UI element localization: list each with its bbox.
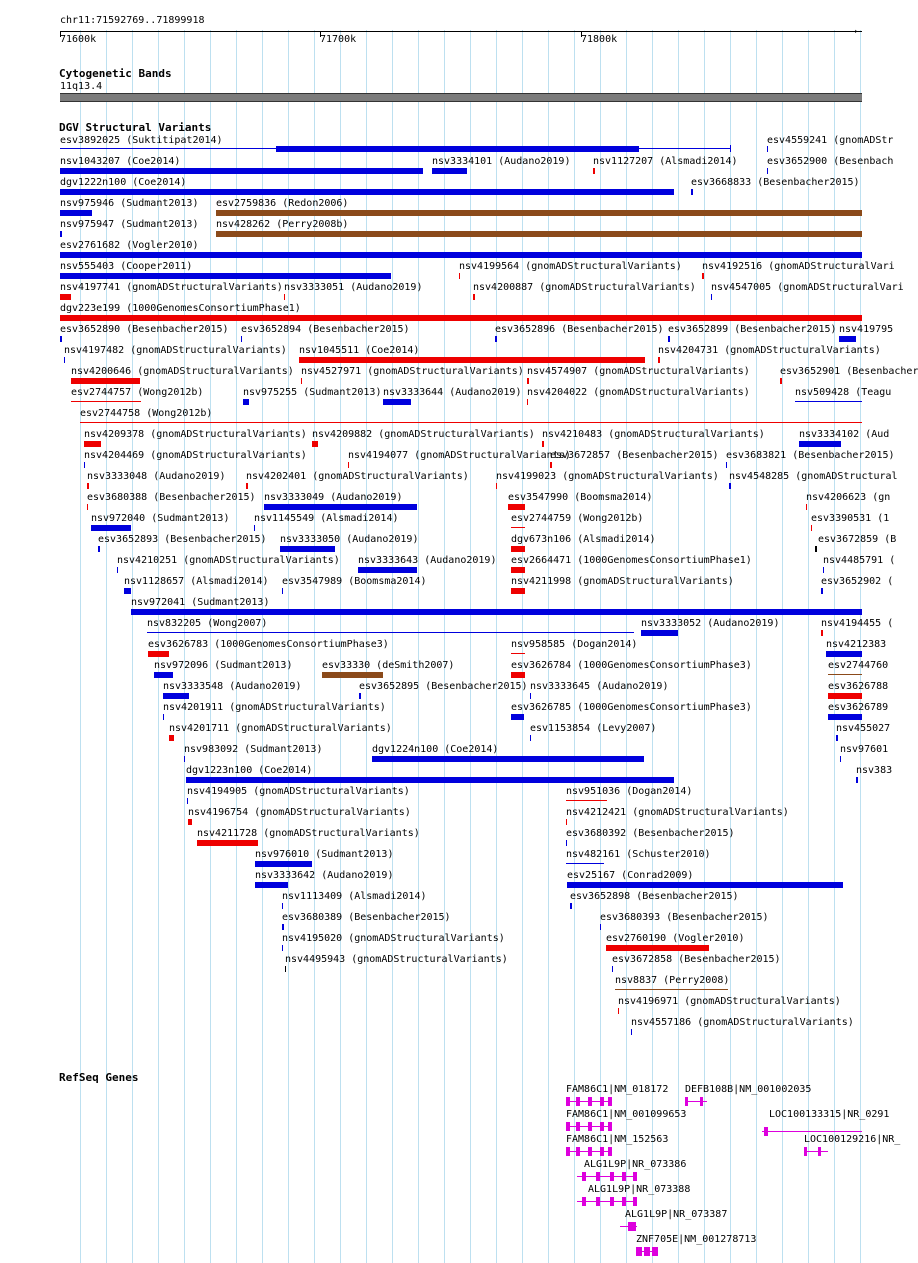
variant-label[interactable]: esv3652893 (Besenbacher2015) — [98, 534, 267, 545]
variant-label[interactable]: nsv4204022 (gnomADStructuralVariants) — [527, 387, 750, 398]
gene-intron-line[interactable] — [577, 1176, 637, 1177]
gene-exon[interactable] — [576, 1122, 580, 1131]
variant-label[interactable]: nsv4548285 (gnomADStructural — [729, 471, 898, 482]
variant-label[interactable]: nsv4202401 (gnomADStructuralVariants) — [246, 471, 469, 482]
gene-exon[interactable] — [566, 1147, 570, 1156]
variant-label[interactable]: nsv4211998 (gnomADStructuralVariants) — [511, 576, 734, 587]
variant-label[interactable]: nsv4192516 (gnomADStructuralVari — [702, 261, 895, 272]
variant-feature[interactable] — [372, 756, 644, 762]
variant-label[interactable]: nsv4211728 (gnomADStructuralVariants) — [197, 828, 420, 839]
variant-feature[interactable] — [600, 924, 601, 930]
gene-intron-line[interactable] — [577, 1201, 637, 1202]
variant-feature[interactable] — [702, 273, 704, 279]
variant-label[interactable]: esv3680389 (Besenbacher2015) — [282, 912, 451, 923]
variant-label[interactable]: nsv4201711 (gnomADStructuralVariants) — [169, 723, 392, 734]
variant-label[interactable]: nsv4200646 (gnomADStructuralVariants) — [71, 366, 294, 377]
variant-label[interactable]: esv3672857 (Besenbacher2015) — [550, 450, 719, 461]
variant-feature[interactable] — [280, 546, 335, 552]
variant-label[interactable]: esv3626785 (1000GenomesConsortiumPhase3) — [511, 702, 752, 713]
gene-label[interactable]: LOC100133315|NR_0291 — [769, 1109, 890, 1120]
variant-label[interactable]: nsv4209882 (gnomADStructuralVariants) — [312, 429, 535, 440]
variant-feature[interactable] — [60, 273, 391, 279]
variant-feature[interactable] — [641, 630, 678, 636]
variant-label[interactable]: nsv3333052 (Audano2019) — [641, 618, 780, 629]
variant-label[interactable]: nsv4194077 (gnomADStructuralVariants) — [348, 450, 571, 461]
variant-feature[interactable] — [98, 546, 100, 552]
variant-feature[interactable] — [730, 145, 731, 152]
variant-label[interactable]: nsv4195020 (gnomADStructuralVariants) — [282, 933, 505, 944]
variant-label[interactable]: esv3672858 (Besenbacher2015) — [612, 954, 781, 965]
variant-feature[interactable] — [473, 294, 475, 300]
cytoband-label: 11q13.4 — [60, 81, 103, 92]
variant-feature[interactable] — [60, 210, 92, 216]
gene-exon[interactable] — [610, 1197, 614, 1206]
variant-feature[interactable] — [566, 800, 607, 801]
variant-feature[interactable] — [811, 525, 812, 531]
variant-label[interactable]: nsv4194455 ( — [821, 618, 894, 629]
variant-label[interactable]: esv3652902 ( — [821, 576, 894, 587]
variant-feature[interactable] — [566, 819, 567, 825]
gene-exon[interactable] — [576, 1147, 580, 1156]
gene-label[interactable]: ALG1L9P|NR_073387 — [625, 1209, 728, 1220]
variant-label[interactable]: nsv3334101 (Audano2019) — [432, 156, 571, 167]
variant-feature[interactable] — [511, 567, 525, 573]
variant-feature[interactable] — [815, 546, 817, 552]
variant-label[interactable]: nsv455027 — [836, 723, 891, 734]
variant-label[interactable]: nsv4199564 (gnomADStructuralVariants) — [459, 261, 682, 272]
variant-label[interactable]: nsv509428 (Teagu — [795, 387, 892, 398]
gene-label[interactable]: DEFB108B|NM_001002035 — [685, 1084, 812, 1095]
gene-exon[interactable] — [600, 1122, 604, 1131]
variant-feature[interactable] — [615, 989, 728, 990]
variant-feature[interactable] — [216, 231, 862, 237]
gene-exon[interactable] — [610, 1172, 614, 1181]
variant-label[interactable]: dgv1224n100 (Coe2014) — [372, 744, 499, 755]
variant-feature[interactable] — [570, 903, 572, 909]
variant-feature[interactable] — [711, 294, 712, 300]
gene-label[interactable]: FAM86C1|NM_018172 — [566, 1084, 669, 1095]
variant-label[interactable]: nsv3333643 (Audano2019) — [358, 555, 497, 566]
variant-label[interactable]: nsv4495943 (gnomADStructuralVariants) — [285, 954, 508, 965]
variant-feature[interactable] — [511, 588, 525, 594]
gene-exon[interactable] — [804, 1147, 807, 1156]
variant-label[interactable]: nsv1128657 (Alsmadi2014) — [124, 576, 269, 587]
variant-feature[interactable] — [154, 672, 173, 678]
variant-feature[interactable] — [767, 146, 768, 152]
gene-exon[interactable] — [633, 1172, 637, 1181]
variant-feature[interactable] — [246, 483, 248, 489]
variant-feature[interactable] — [780, 378, 782, 384]
variant-label[interactable]: esv3680388 (Besenbacher2015) — [87, 492, 256, 503]
variant-feature[interactable] — [530, 693, 531, 699]
variant-feature[interactable] — [567, 882, 843, 888]
gene-exon[interactable] — [622, 1197, 626, 1206]
variant-label[interactable]: nsv3333048 (Audano2019) — [87, 471, 226, 482]
variant-label[interactable]: nsv1045511 (Coe2014) — [299, 345, 420, 356]
variant-feature[interactable] — [496, 483, 497, 489]
gene-exon[interactable] — [764, 1127, 768, 1136]
variant-feature[interactable] — [348, 462, 349, 468]
gene-label[interactable]: ZNF705E|NM_001278713 — [636, 1234, 757, 1245]
variant-label[interactable]: esv2744758 (Wong2012b) — [80, 408, 213, 419]
variant-feature[interactable] — [358, 567, 417, 573]
variant-label[interactable]: nsv983092 (Sudmant2013) — [184, 744, 323, 755]
variant-feature[interactable] — [254, 525, 255, 531]
variant-feature[interactable] — [606, 945, 709, 951]
variant-feature[interactable] — [87, 504, 88, 510]
variant-label[interactable]: esv33330 (deSmith2007) — [322, 660, 455, 671]
variant-label[interactable]: nsv4209378 (gnomADStructuralVariants) — [84, 429, 307, 440]
variant-feature[interactable] — [60, 252, 862, 258]
variant-feature[interactable] — [618, 1008, 619, 1014]
variant-label[interactable]: esv25167 (Conrad2009) — [567, 870, 694, 881]
variant-feature[interactable] — [511, 714, 524, 720]
track-title-cytobands[interactable]: Cytogenetic Bands — [59, 67, 172, 80]
variant-feature[interactable] — [282, 945, 283, 951]
variant-label[interactable]: nsv4197482 (gnomADStructuralVariants) — [64, 345, 287, 356]
variant-feature[interactable] — [285, 966, 286, 972]
variant-feature[interactable] — [264, 504, 417, 510]
gene-label[interactable]: FAM86C1|NM_001099653 — [566, 1109, 687, 1120]
variant-feature[interactable] — [550, 462, 552, 468]
gene-exon[interactable] — [608, 1147, 612, 1156]
variant-feature[interactable] — [511, 653, 525, 654]
variant-feature[interactable] — [71, 378, 140, 384]
gene-exon[interactable] — [596, 1197, 600, 1206]
variant-feature[interactable] — [255, 882, 288, 888]
variant-feature[interactable] — [828, 714, 862, 720]
gene-exon[interactable] — [652, 1247, 658, 1256]
gene-label[interactable]: ALG1L9P|NR_073386 — [584, 1159, 687, 1170]
variant-label[interactable]: nsv1043207 (Coe2014) — [60, 156, 181, 167]
variant-feature[interactable] — [511, 672, 525, 678]
variant-feature[interactable] — [530, 735, 531, 741]
variant-feature[interactable] — [821, 588, 823, 594]
gene-exon[interactable] — [582, 1197, 586, 1206]
variant-label[interactable]: nsv972096 (Sudmant2013) — [154, 660, 293, 671]
location-label: chr11:71592769..71899918 — [60, 15, 205, 26]
variant-label[interactable]: esv2744757 (Wong2012b) — [71, 387, 204, 398]
variant-feature[interactable] — [312, 441, 318, 447]
gene-intron-line[interactable] — [804, 1151, 828, 1152]
variant-label[interactable]: nsv1113409 (Alsmadi2014) — [282, 891, 427, 902]
variant-label[interactable]: nsv3334102 (Aud — [799, 429, 890, 440]
variant-label[interactable]: nsv8837 (Perry2008) — [615, 975, 730, 986]
variant-feature[interactable] — [60, 315, 862, 321]
variant-feature[interactable] — [282, 903, 283, 909]
variant-label[interactable]: esv3652890 (Besenbacher2015) — [60, 324, 229, 335]
variant-label[interactable]: esv3652895 (Besenbacher2015) — [359, 681, 528, 692]
variant-label[interactable]: esv2744760 — [828, 660, 889, 671]
variant-feature[interactable] — [299, 357, 645, 363]
tick-label: 71800k — [581, 34, 618, 45]
gene-exon[interactable] — [608, 1097, 612, 1106]
gene-exon[interactable] — [685, 1097, 688, 1106]
variant-label[interactable]: nsv419795 — [839, 324, 894, 335]
variant-label[interactable]: nsv976010 (Sudmant2013) — [255, 849, 394, 860]
variant-label[interactable]: dgv223e199 (1000GenomesConsortiumPhase1) — [60, 303, 301, 314]
variant-feature[interactable] — [60, 294, 71, 300]
variant-feature[interactable] — [276, 146, 639, 152]
gene-label[interactable]: LOC100129216|NR_ — [804, 1134, 901, 1145]
gene-exon[interactable] — [566, 1122, 570, 1131]
variant-feature[interactable] — [495, 336, 497, 342]
variant-feature[interactable] — [216, 210, 862, 216]
variant-feature[interactable] — [726, 462, 727, 468]
variant-feature[interactable] — [359, 693, 361, 699]
variant-feature[interactable] — [186, 777, 674, 783]
variant-label[interactable]: esv3626784 (1000GenomesConsortiumPhase3) — [511, 660, 752, 671]
variant-label[interactable]: esv3668833 (Besenbacher2015) — [691, 177, 860, 188]
variant-label[interactable]: esv3652901 (Besenbacher — [780, 366, 918, 377]
variant-label[interactable]: nsv4485791 ( — [823, 555, 896, 566]
variant-feature[interactable] — [799, 441, 841, 447]
variant-feature[interactable] — [163, 693, 189, 699]
variant-label[interactable]: nsv97601 — [840, 744, 889, 755]
variant-label[interactable]: nsv3333642 (Audano2019) — [255, 870, 394, 881]
variant-label[interactable]: nsv3333050 (Audano2019) — [280, 534, 419, 545]
variant-label[interactable]: nsv3333049 (Audano2019) — [264, 492, 403, 503]
variant-feature[interactable] — [284, 294, 285, 300]
variant-label[interactable]: esv3390531 (1 — [811, 513, 890, 524]
variant-label[interactable]: dgv673n106 (Alsmadi2014) — [511, 534, 656, 545]
variant-feature[interactable] — [131, 609, 862, 615]
gene-exon[interactable] — [628, 1222, 636, 1231]
gene-exon[interactable] — [608, 1122, 612, 1131]
gene-exon[interactable] — [588, 1097, 592, 1106]
variant-feature[interactable] — [243, 399, 249, 405]
variant-label[interactable]: nsv4197741 (gnomADStructuralVariants) — [60, 282, 283, 293]
variant-feature[interactable] — [117, 567, 118, 573]
variant-feature[interactable] — [80, 422, 862, 423]
variant-feature[interactable] — [60, 231, 62, 237]
variant-feature[interactable] — [631, 1029, 632, 1035]
variant-label[interactable]: nsv4206623 (gn — [806, 492, 891, 503]
variant-label[interactable]: nsv832205 (Wong2007) — [147, 618, 268, 629]
variant-feature[interactable] — [593, 168, 595, 174]
variant-label[interactable]: esv4559241 (gnomADStr — [767, 135, 894, 146]
gene-exon[interactable] — [582, 1172, 586, 1181]
variant-label[interactable]: nsv951036 (Dogan2014) — [566, 786, 693, 797]
variant-label[interactable]: nsv3333051 (Audano2019) — [284, 282, 423, 293]
variant-feature[interactable] — [840, 756, 841, 762]
variant-feature[interactable] — [839, 336, 856, 342]
variant-feature[interactable] — [795, 401, 862, 402]
variant-feature[interactable] — [511, 527, 525, 528]
variant-label[interactable]: nsv975255 (Sudmant2013) — [243, 387, 382, 398]
variant-feature[interactable] — [658, 357, 660, 363]
variant-label[interactable]: nsv1145549 (Alsmadi2014) — [254, 513, 399, 524]
variant-label[interactable]: nsv975947 (Sudmant2013) — [60, 219, 199, 230]
variant-feature[interactable] — [148, 651, 169, 657]
variant-label[interactable]: nsv975946 (Sudmant2013) — [60, 198, 199, 209]
variant-feature[interactable] — [828, 674, 862, 675]
gene-intron-line[interactable] — [762, 1131, 862, 1132]
variant-label[interactable]: nsv4212421 (gnomADStructuralVariants) — [566, 807, 789, 818]
variant-feature[interactable] — [71, 401, 141, 402]
variant-label[interactable]: esv3652898 (Besenbacher2015) — [570, 891, 739, 902]
variant-feature[interactable] — [184, 756, 185, 762]
gene-exon[interactable] — [600, 1097, 604, 1106]
variant-label[interactable]: nsv4199023 (gnomADStructuralVariants) — [496, 471, 719, 482]
variant-label[interactable]: nsv4212383 — [826, 639, 887, 650]
variant-label[interactable]: esv2744759 (Wong2012b) — [511, 513, 644, 524]
variant-label[interactable]: esv3652900 (Besenbach — [767, 156, 894, 167]
variant-feature[interactable] — [60, 168, 423, 174]
gene-exon[interactable] — [636, 1247, 642, 1256]
variant-feature[interactable] — [691, 189, 693, 195]
tick-label: 71700k — [320, 34, 357, 45]
variant-label[interactable]: esv1153854 (Levy2007) — [530, 723, 657, 734]
variant-feature[interactable] — [527, 399, 528, 405]
variant-label[interactable]: nsv4204731 (gnomADStructuralVariants) — [658, 345, 881, 356]
gene-exon[interactable] — [600, 1147, 604, 1156]
variant-feature[interactable] — [823, 567, 824, 573]
variant-feature[interactable] — [124, 588, 131, 594]
variant-feature[interactable] — [821, 630, 823, 636]
variant-label[interactable]: nsv4210483 (gnomADStructuralVariants) — [542, 429, 765, 440]
gene-exon[interactable] — [596, 1172, 600, 1181]
variant-label[interactable]: esv2761682 (Vogler2010) — [60, 240, 199, 251]
variant-feature[interactable] — [282, 924, 284, 930]
variant-feature[interactable] — [566, 863, 604, 864]
tick-label: 71600k — [60, 34, 97, 45]
variant-label[interactable]: nsv3333548 (Audano2019) — [163, 681, 302, 692]
variant-label[interactable]: nsv4547005 (gnomADStructuralVari — [711, 282, 904, 293]
variant-feature[interactable] — [255, 861, 312, 867]
variant-label[interactable]: nsv4527971 (gnomADStructuralVariants) — [301, 366, 524, 377]
variant-label[interactable]: nsv972040 (Sudmant2013) — [91, 513, 230, 524]
gene-label[interactable]: ALG1L9P|NR_073388 — [588, 1184, 691, 1195]
variant-feature[interactable] — [84, 462, 85, 468]
variant-label[interactable]: nsv4204469 (gnomADStructuralVariants) — [84, 450, 307, 461]
variant-label[interactable]: esv3547989 (Boomsma2014) — [282, 576, 427, 587]
variant-label[interactable]: nsv3333645 (Audano2019) — [530, 681, 669, 692]
variant-feature[interactable] — [60, 189, 674, 195]
variant-feature[interactable] — [767, 168, 768, 174]
variant-label[interactable]: esv3652899 (Besenbacher2015) — [668, 324, 837, 335]
variant-label[interactable]: nsv4196971 (gnomADStructuralVariants) — [618, 996, 841, 1007]
track-title-dgv[interactable]: DGV Structural Variants — [59, 121, 212, 134]
gene-exon[interactable] — [588, 1147, 592, 1156]
variant-label[interactable]: nsv4574907 (gnomADStructuralVariants) — [527, 366, 750, 377]
variant-label[interactable]: esv3672859 (B — [818, 534, 897, 545]
variant-feature[interactable] — [668, 336, 670, 342]
variant-label[interactable]: esv3892025 (Suktitipat2014) — [60, 135, 223, 146]
variant-feature[interactable] — [147, 632, 634, 633]
variant-label[interactable]: nsv428262 (Perry2008b) — [216, 219, 349, 230]
gene-exon[interactable] — [818, 1147, 821, 1156]
variant-label[interactable]: nsv4210251 (gnomADStructuralVariants) — [117, 555, 340, 566]
ruler-axis — [60, 31, 862, 32]
gene-exon[interactable] — [576, 1097, 580, 1106]
variant-label[interactable]: nsv4194905 (gnomADStructuralVariants) — [187, 786, 410, 797]
variant-feature[interactable] — [188, 819, 192, 825]
track-title-refseq[interactable]: RefSeq Genes — [59, 1071, 139, 1084]
variant-feature[interactable] — [241, 336, 242, 342]
variant-label[interactable]: esv3626789 — [828, 702, 889, 713]
variant-feature[interactable] — [84, 441, 101, 447]
variant-feature[interactable] — [163, 714, 164, 720]
variant-feature[interactable] — [566, 840, 567, 846]
variant-label[interactable]: esv3626788 — [828, 681, 889, 692]
variant-feature[interactable] — [542, 441, 544, 447]
variant-feature[interactable] — [459, 273, 460, 279]
cytoband-bar[interactable] — [60, 93, 862, 102]
variant-label[interactable]: esv3683821 (Besenbacher2015) — [726, 450, 895, 461]
variant-feature[interactable] — [383, 399, 411, 405]
gene-intron-line[interactable] — [685, 1101, 707, 1102]
variant-feature[interactable] — [187, 798, 188, 804]
variant-label[interactable]: esv2760190 (Vogler2010) — [606, 933, 745, 944]
variant-feature[interactable] — [169, 735, 174, 741]
variant-feature[interactable] — [282, 588, 283, 594]
variant-feature[interactable] — [432, 168, 467, 174]
variant-label[interactable]: dgv1222n100 (Coe2014) — [60, 177, 187, 188]
variant-label[interactable]: esv3652894 (Besenbacher2015) — [241, 324, 410, 335]
variant-label[interactable]: dgv1223n100 (Coe2014) — [186, 765, 313, 776]
variant-feature[interactable] — [64, 357, 65, 363]
variant-feature[interactable] — [91, 525, 131, 531]
gene-exon[interactable] — [622, 1172, 626, 1181]
variant-feature[interactable] — [828, 693, 862, 699]
gene-exon[interactable] — [566, 1097, 570, 1106]
variant-feature[interactable] — [87, 483, 89, 489]
variant-label[interactable]: nsv482161 (Schuster2010) — [566, 849, 711, 860]
variant-label[interactable]: nsv4201911 (gnomADStructuralVariants) — [163, 702, 386, 713]
variant-feature[interactable] — [836, 735, 838, 741]
variant-feature[interactable] — [511, 546, 525, 552]
variant-label[interactable]: esv3680392 (Besenbacher2015) — [566, 828, 735, 839]
variant-feature[interactable] — [527, 378, 529, 384]
variant-label[interactable]: nsv383 — [856, 765, 893, 776]
variant-label[interactable]: nsv972041 (Sudmant2013) — [131, 597, 270, 608]
variant-label[interactable]: nsv4200887 (gnomADStructuralVariants) — [473, 282, 696, 293]
variant-label[interactable]: nsv4196754 (gnomADStructuralVariants) — [188, 807, 411, 818]
variant-feature[interactable] — [301, 378, 302, 384]
variant-label[interactable]: esv3626783 (1000GenomesConsortiumPhase3) — [148, 639, 389, 650]
variant-label[interactable]: esv3547990 (Boomsma2014) — [508, 492, 653, 503]
variant-feature[interactable] — [729, 483, 731, 489]
variant-feature[interactable] — [806, 504, 807, 510]
variant-feature[interactable] — [612, 966, 613, 972]
variant-feature[interactable] — [322, 672, 383, 678]
variant-label[interactable]: nsv1127207 (Alsmadi2014) — [593, 156, 738, 167]
gene-exon[interactable] — [588, 1122, 592, 1131]
variant-label[interactable]: nsv4557186 (gnomADStructuralVariants) — [631, 1017, 854, 1028]
variant-feature[interactable] — [60, 336, 62, 342]
variant-label[interactable]: esv2664471 (1000GenomesConsortiumPhase1) — [511, 555, 752, 566]
variant-label[interactable]: esv3680393 (Besenbacher2015) — [600, 912, 769, 923]
variant-feature[interactable] — [197, 840, 258, 846]
gene-exon[interactable] — [633, 1197, 637, 1206]
variant-label[interactable]: nsv958585 (Dogan2014) — [511, 639, 638, 650]
gene-exon[interactable] — [700, 1097, 703, 1106]
variant-feature[interactable] — [856, 777, 858, 783]
variant-label[interactable]: nsv3333644 (Audano2019) — [383, 387, 522, 398]
variant-feature[interactable] — [826, 651, 862, 657]
variant-label[interactable]: esv3652896 (Besenbacher2015) — [495, 324, 664, 335]
gene-label[interactable]: FAM86C1|NM_152563 — [566, 1134, 669, 1145]
variant-feature[interactable] — [508, 504, 525, 510]
variant-label[interactable]: esv2759836 (Redon2006) — [216, 198, 349, 209]
gene-exon[interactable] — [644, 1247, 650, 1256]
variant-label[interactable]: nsv555403 (Cooper2011) — [60, 261, 193, 272]
